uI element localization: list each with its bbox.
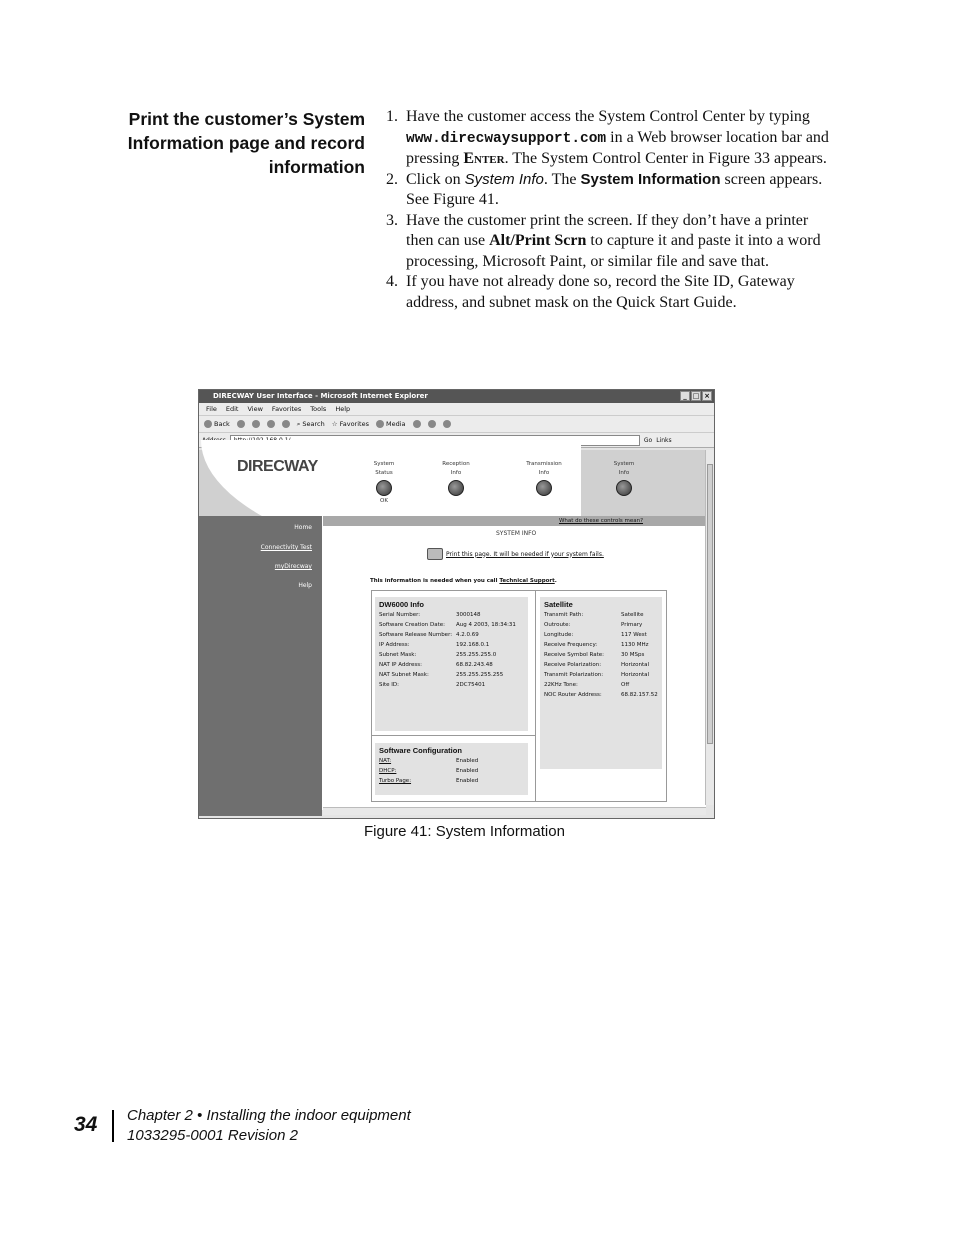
- info-row: [540, 662, 662, 669]
- window-title: DIRECWAY User Interface - Microsoft Internet Explorer: [213, 392, 428, 400]
- key-combo: Alt/Print Scrn: [489, 232, 587, 249]
- search-label: Search: [302, 419, 325, 428]
- footer-text: [127, 1106, 411, 1145]
- control-label: Transmission: [526, 461, 562, 467]
- links-label[interactable]: Links: [656, 436, 672, 444]
- forward-arrow-icon[interactable]: [237, 420, 245, 428]
- print-icon[interactable]: [443, 420, 451, 428]
- panel-title: Satellite: [544, 600, 573, 609]
- minimize-icon[interactable]: _: [680, 391, 690, 401]
- nav-help[interactable]: Help: [298, 582, 312, 589]
- menu-view[interactable]: View: [247, 405, 263, 413]
- info-value: 68.82.243.48: [456, 662, 493, 668]
- search-button[interactable]: [297, 416, 325, 433]
- control-label: Info: [618, 470, 630, 476]
- url-text: www.direcwaysupport.com: [406, 130, 607, 147]
- info-value: 30 MSps: [621, 652, 645, 658]
- info-key: Software Creation Date:: [379, 622, 446, 628]
- status-led-icon: [536, 480, 552, 496]
- info-key: Transmit Polarization:: [544, 672, 604, 678]
- info-row: [375, 632, 528, 639]
- key-enter: Enter: [463, 150, 505, 167]
- info-row: [375, 768, 528, 775]
- info-value: 117 West: [621, 632, 647, 638]
- control-label: Reception: [442, 461, 470, 467]
- browser-screenshot: [198, 389, 715, 819]
- step-1: [386, 107, 831, 170]
- control-label: System: [373, 461, 395, 467]
- page-banner: [199, 450, 714, 516]
- star-icon: ☆: [331, 419, 338, 428]
- info-key: Receive Polarization:: [544, 662, 602, 668]
- maximize-icon[interactable]: □: [692, 392, 700, 400]
- menu-favorites[interactable]: Favorites: [271, 405, 302, 413]
- control-system-info[interactable]: [594, 460, 654, 497]
- info-value: Primary: [621, 622, 643, 628]
- info-value: 192.168.0.1: [456, 642, 490, 648]
- info-key: Transmit Path:: [544, 612, 584, 618]
- info-row: [540, 652, 662, 659]
- technical-support-link[interactable]: Technical Support: [499, 578, 555, 584]
- menu-tools[interactable]: Tools: [310, 405, 327, 413]
- info-key: NOC Router Address:: [544, 692, 602, 698]
- mail-icon[interactable]: [428, 420, 436, 428]
- step-number: 1.: [386, 108, 398, 125]
- footer-chapter: Chapter 2 • Installing the indoor equipment: [127, 1107, 411, 1124]
- control-label: Info: [538, 470, 550, 476]
- satellite-panel: [540, 597, 662, 769]
- steps-list: [386, 107, 831, 313]
- vertical-scrollbar[interactable]: [705, 450, 714, 805]
- step-text: screen appears. See Figure 41.: [406, 170, 823, 208]
- step-text: Have the customer access the System Control Center by typing: [406, 108, 810, 125]
- history-icon[interactable]: [413, 420, 421, 428]
- step-text: If you have not already done so, record the Site ID, Gateway address, and subnet mask on the Quick Start Guide.: [406, 273, 795, 311]
- left-navigation: [199, 516, 322, 816]
- menu-help[interactable]: Help: [335, 405, 351, 413]
- step-2: [386, 170, 831, 211]
- web-page: [199, 450, 706, 810]
- info-key[interactable]: Turbo Page:: [379, 778, 412, 784]
- refresh-icon[interactable]: [267, 420, 275, 428]
- browser-toolbar: [199, 416, 714, 433]
- direcway-logo: DIRECWAY: [237, 458, 318, 475]
- back-arrow-icon: [204, 420, 212, 428]
- dw6000-info-panel: [375, 597, 528, 731]
- info-value: 255.255.255.255: [456, 672, 504, 678]
- go-button[interactable]: Go: [643, 436, 653, 444]
- info-row: [375, 622, 528, 629]
- divider: [372, 735, 535, 736]
- menu-reference: System Info: [464, 170, 544, 188]
- home-icon[interactable]: [282, 420, 290, 428]
- panel-title: Software Configuration: [379, 746, 462, 755]
- control-label: Status: [375, 470, 393, 476]
- info-value: 68.82.157.52: [621, 692, 658, 698]
- step-number: 2.: [386, 170, 398, 188]
- info-value: 3000148: [456, 612, 481, 618]
- panel-title: DW6000 Info: [379, 600, 425, 609]
- info-value: 4.2.0.69: [456, 632, 479, 638]
- info-value: Satellite: [621, 612, 644, 618]
- info-key: Receive Frequency:: [544, 642, 598, 648]
- info-value: Horizontal: [621, 672, 650, 678]
- notice-text: .: [554, 578, 557, 584]
- step-text: . The System Control Center in Figure 33 appears.: [504, 150, 827, 167]
- info-key: Outroute:: [544, 622, 571, 628]
- info-value: 255.255.255.0: [456, 652, 497, 658]
- info-key: Subnet Mask:: [379, 652, 417, 658]
- info-key: NAT IP Address:: [379, 662, 423, 668]
- step-number: 4.: [386, 273, 398, 290]
- info-key[interactable]: NAT:: [379, 758, 392, 764]
- step-4: [386, 272, 831, 313]
- info-value: 2DC75401: [456, 682, 486, 688]
- stop-icon[interactable]: [252, 420, 260, 428]
- menu-edit[interactable]: Edit: [225, 405, 239, 413]
- status-led-icon: [376, 480, 392, 496]
- back-label: Back: [214, 419, 230, 428]
- horizontal-scrollbar[interactable]: [323, 807, 706, 815]
- media-label: Media: [385, 419, 406, 428]
- info-row: [375, 662, 528, 669]
- page-title: SYSTEM INFO: [496, 530, 537, 537]
- section-heading: Print the customer’s System Information page and record information: [127, 109, 365, 177]
- control-status: OK: [380, 498, 388, 504]
- figure-caption: Figure 41: System Information: [364, 823, 565, 840]
- info-row: [375, 652, 528, 659]
- window-titlebar: [199, 390, 714, 403]
- info-key[interactable]: DHCP:: [379, 768, 397, 774]
- divider: [535, 591, 536, 801]
- favorites-button[interactable]: [332, 416, 369, 433]
- nav-mydirecway[interactable]: myDirecway: [274, 563, 312, 570]
- control-transmission-info[interactable]: [514, 460, 574, 497]
- footer-doc-id: 1033295-0001 Revision 2: [127, 1126, 298, 1144]
- search-icon: ⌕: [296, 419, 301, 428]
- footer-rule: [112, 1110, 114, 1142]
- control-reception-info[interactable]: [426, 460, 486, 497]
- info-value: Horizontal: [621, 662, 650, 668]
- info-row: [375, 778, 528, 785]
- info-row: [540, 682, 662, 689]
- step-text: in a Web browser location bar and pressing: [406, 128, 829, 167]
- info-row: [540, 622, 662, 629]
- info-value: Enabled: [456, 758, 479, 764]
- control-label: System: [613, 461, 635, 467]
- support-notice: [370, 578, 557, 584]
- close-icon[interactable]: ×: [702, 391, 712, 401]
- control-system-status[interactable]: [354, 460, 414, 506]
- printer-icon: [427, 548, 443, 560]
- media-button[interactable]: [376, 416, 406, 433]
- info-key: Serial Number:: [379, 612, 421, 618]
- info-key: Site ID:: [379, 682, 400, 688]
- notice-text: This information is needed when you call: [370, 578, 500, 584]
- info-key: Software Release Number:: [379, 632, 453, 638]
- menu-bar: [199, 403, 714, 416]
- info-row: [540, 632, 662, 639]
- control-label: Info: [450, 470, 462, 476]
- status-led-icon: [616, 480, 632, 496]
- info-value: Aug 4 2003, 18:34:31: [456, 622, 516, 628]
- step-text: . The: [543, 170, 581, 188]
- info-key: NAT Subnet Mask:: [379, 672, 429, 678]
- step-number: 3.: [386, 211, 398, 229]
- info-row: [375, 682, 528, 689]
- info-row: [540, 692, 662, 699]
- info-row: [375, 612, 528, 619]
- nav-home[interactable]: Home: [294, 524, 312, 531]
- step-text: Click on: [406, 170, 465, 188]
- info-key: 22KHz Tone:: [544, 682, 578, 688]
- info-row: [375, 642, 528, 649]
- info-row: [540, 612, 662, 619]
- page-number: 34: [74, 1113, 98, 1136]
- info-row: [540, 642, 662, 649]
- media-icon: [376, 420, 384, 428]
- nav-connectivity-test[interactable]: Connectivity Test: [260, 544, 312, 551]
- scroll-thumb[interactable]: [707, 464, 713, 744]
- print-link-text: Print this page. It will be needed if your system fails.: [446, 550, 604, 558]
- info-value: Enabled: [456, 768, 479, 774]
- menu-file[interactable]: File: [206, 405, 217, 413]
- info-value: Enabled: [456, 778, 479, 784]
- info-row: [375, 672, 528, 679]
- info-row: [540, 672, 662, 679]
- step-3: [386, 211, 831, 273]
- step-text: Have the customer print the screen. If they don’t have a printer then can use: [406, 211, 809, 249]
- screen-reference: System Information: [580, 170, 721, 188]
- step-text: to capture it and paste it into a word processing, Microsoft Paint, or similar file and save that.: [406, 232, 821, 270]
- info-key: Receive Symbol Rate:: [544, 652, 604, 658]
- info-value: 1130 MHz: [621, 642, 649, 648]
- status-led-icon: [448, 480, 464, 496]
- software-config-panel: [375, 743, 528, 795]
- favorites-label: Favorites: [339, 419, 369, 428]
- system-info-box: [371, 590, 667, 802]
- controls-help-link[interactable]: What do these controls mean?: [323, 516, 713, 526]
- back-button[interactable]: [204, 416, 230, 433]
- info-row: [375, 758, 528, 765]
- print-link[interactable]: [427, 548, 604, 560]
- info-key: Longitude:: [544, 632, 574, 638]
- info-value: Off: [621, 682, 630, 688]
- info-key: IP Address:: [379, 642, 410, 648]
